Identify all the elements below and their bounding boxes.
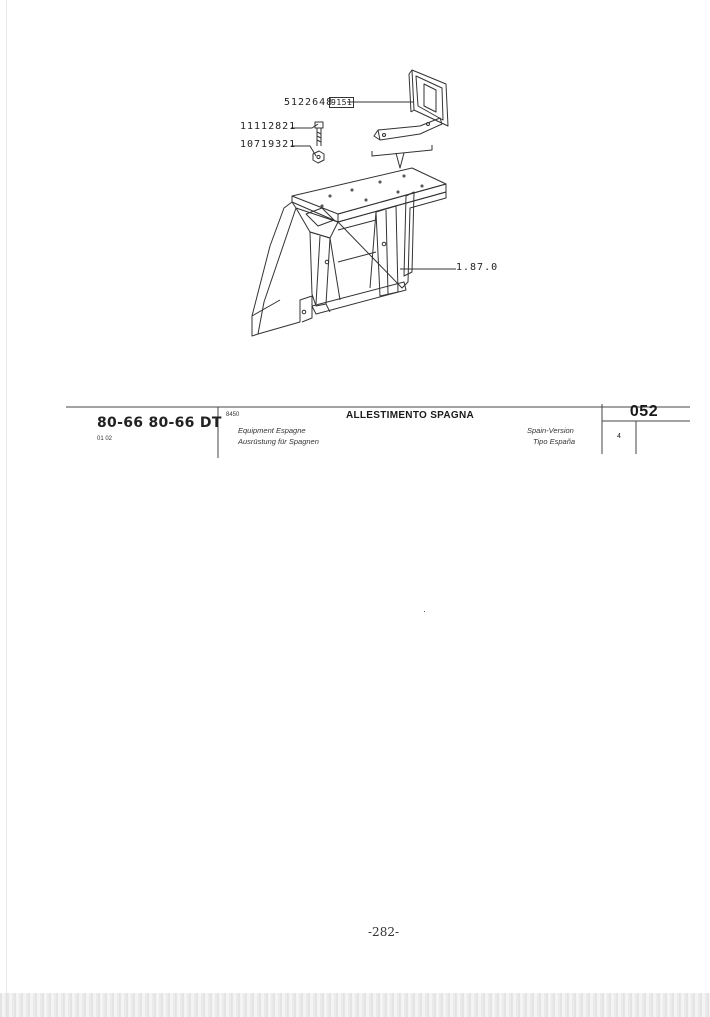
part-code-bracket: 9151 (331, 98, 353, 107)
section-title: ALLESTIMENTO SPAGNA (345, 410, 475, 421)
scan-speck (424, 611, 425, 612)
group-number: 052 (629, 403, 659, 420)
model-code: 01 02 (97, 436, 113, 442)
parts-drawing (0, 0, 710, 400)
sheet-number: 4 (617, 433, 621, 440)
bracket-part (374, 70, 448, 140)
part-number-bracket: 5122648 (284, 97, 334, 108)
title-english: Spain-Version (527, 426, 574, 435)
title-german: Ausrüstung für Spagnen (238, 437, 319, 446)
scan-bottom-edge (0, 993, 710, 1017)
part-number-nut: 10719321 (240, 139, 297, 150)
frame-reference: 1.87.0 (456, 262, 499, 273)
model-name: 80-66 80-66 DT (97, 415, 222, 431)
title-spanish: Tipo España (533, 437, 576, 446)
title-french: Equipment Espagne (238, 426, 306, 435)
support-frame (252, 168, 446, 336)
section-code: 8450 (226, 412, 240, 418)
part-number-bolt: 11112821 (240, 121, 297, 132)
page-number: -282- (368, 925, 400, 939)
